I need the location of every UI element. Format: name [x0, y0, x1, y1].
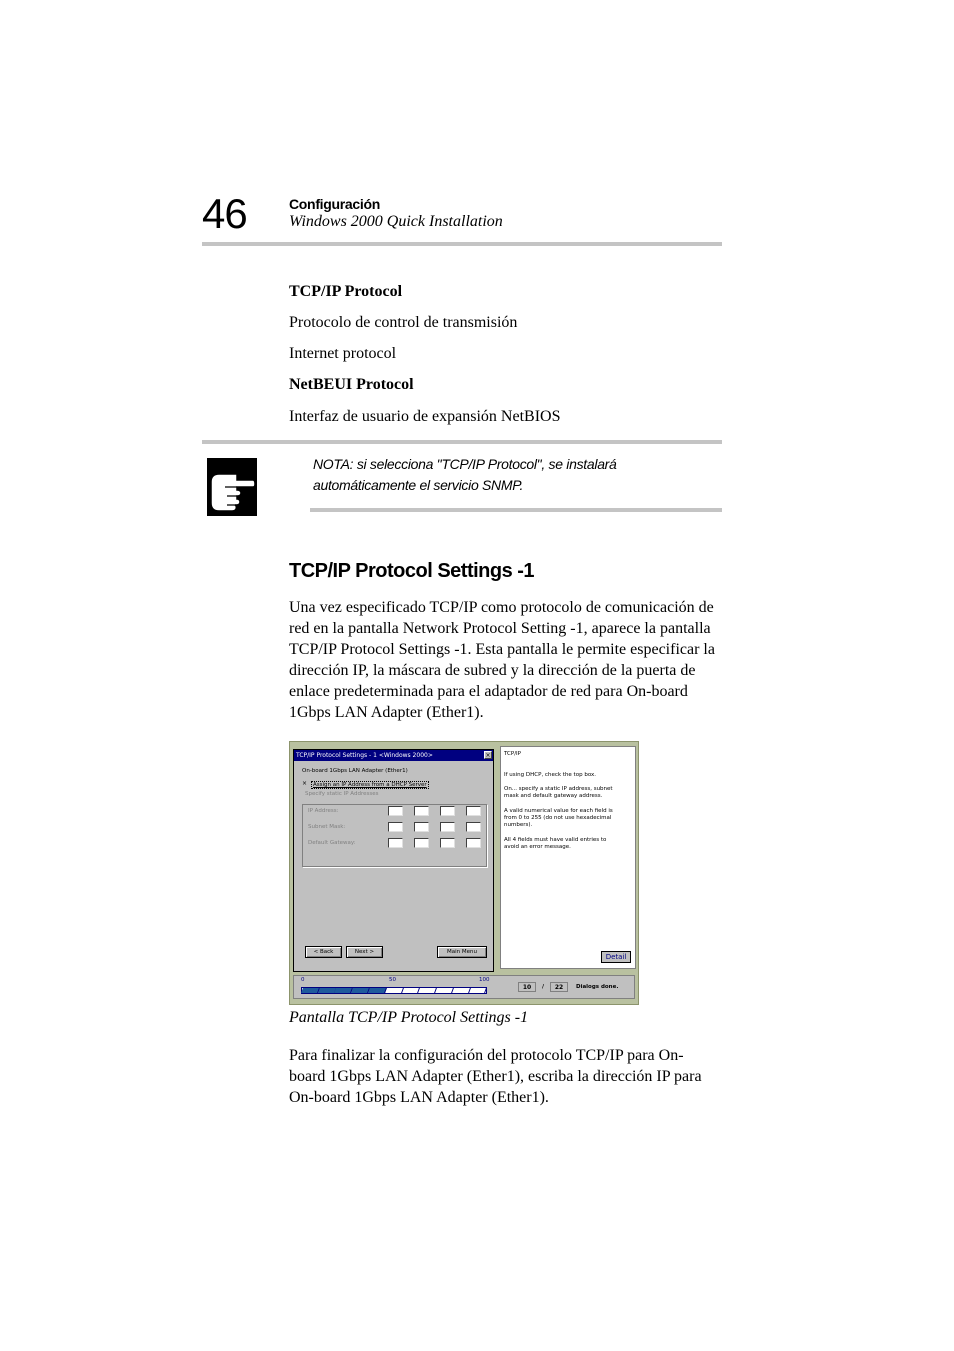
- progress-segment: [435, 988, 454, 993]
- dhcp-checkbox-label[interactable]: Assign an IP Address from a DHCP Server: [313, 782, 427, 788]
- definition-term: TCP/IP Protocol: [289, 283, 403, 300]
- subnet-mask-label: Subnet Mask:: [308, 824, 346, 830]
- subnet-octet-field[interactable]: [388, 822, 403, 832]
- paragraph-line: board 1Gbps LAN Adapter (Ether1), escriba la dirección IP para: [289, 1068, 702, 1085]
- help-line: On... specify a static IP address, subnet: [504, 786, 613, 792]
- paragraph-line: dirección IP, la máscara de subred y la dirección de la puerta de: [289, 662, 696, 679]
- static-ip-group-label: Specify static IP Addresses: [305, 791, 379, 797]
- subnet-octet-field[interactable]: [466, 822, 481, 832]
- help-line: If using DHCP, check the top box.: [504, 772, 597, 778]
- dialog-title: TCP/IP Protocol Settings - 1 <Windows 2000>: [294, 750, 493, 761]
- note-top-rule: [202, 440, 722, 444]
- gateway-octet-field[interactable]: [440, 838, 455, 848]
- gateway-octet-field[interactable]: [388, 838, 403, 848]
- figure-caption: Pantalla TCP/IP Protocol Settings -1: [289, 1009, 529, 1026]
- paragraph-line: Una vez especificado TCP/IP como protocolo de comunicación de: [289, 599, 714, 616]
- header-rule: [202, 242, 722, 246]
- progress-segment: [468, 988, 487, 993]
- progress-status: Dialogs done.: [576, 984, 619, 990]
- definition-text: Interfaz de usuario de expansión NetBIOS: [289, 408, 561, 425]
- definition-text: Protocolo de control de transmisión: [289, 314, 518, 331]
- help-line: All 4 fields must have valid entries to: [504, 837, 607, 843]
- progress-track: [301, 987, 487, 994]
- close-icon[interactable]: ×: [485, 752, 491, 759]
- ip-octet-field[interactable]: [466, 806, 481, 816]
- paragraph-line: On-board 1Gbps LAN Adapter (Ether1).: [289, 1089, 549, 1106]
- help-line: A valid numerical value for each field is: [504, 808, 613, 814]
- subnet-octet-field[interactable]: [414, 822, 429, 832]
- help-line: avoid an error message.: [504, 844, 571, 850]
- screenshot-figure: [289, 741, 639, 1005]
- progress-tick-label: 100: [479, 977, 490, 983]
- default-gateway-label: Default Gateway:: [308, 840, 356, 846]
- page-number: 46: [202, 190, 247, 237]
- running-header-title: Configuración: [289, 196, 380, 212]
- paragraph: [289, 597, 721, 723]
- gateway-octet-field[interactable]: [466, 838, 481, 848]
- help-line: numbers).: [504, 822, 533, 828]
- dhcp-checkbox[interactable]: ×: [302, 780, 308, 787]
- progress-tick-label: 50: [389, 977, 396, 983]
- progress-tick-label: 0: [301, 977, 305, 983]
- ip-address-label: IP Address:: [308, 808, 339, 814]
- pointing-hand-icon: [207, 458, 257, 516]
- paragraph-line: 1Gbps LAN Adapter (Ether1).: [289, 704, 484, 721]
- detail-button[interactable]: Detail: [601, 951, 631, 963]
- back-button[interactable]: < Back: [305, 946, 342, 958]
- progress-bar-panel: [293, 975, 635, 999]
- help-panel: [500, 746, 636, 969]
- definition-term: NetBEUI Protocol: [289, 376, 414, 393]
- paragraph: [289, 1045, 721, 1108]
- ip-octet-field[interactable]: [440, 806, 455, 816]
- note-line: NOTA: si selecciona "TCP/IP Protocol", se instalará: [313, 456, 617, 472]
- note-line: automáticamente el servicio SNMP.: [313, 477, 524, 493]
- paragraph-line: red en la pantalla Network Protocol Setting -1, aparece la pantalla: [289, 620, 711, 637]
- progress-current: 10: [518, 982, 536, 992]
- progress-separator: /: [542, 984, 545, 990]
- note-bottom-rule: [310, 508, 722, 512]
- adapter-label: On-board 1Gbps LAN Adapter (Ether1): [302, 768, 408, 774]
- running-header-subtitle: Windows 2000 Quick Installation: [289, 213, 503, 230]
- definition-text: Internet protocol: [289, 345, 397, 362]
- paragraph-line: enlace predeterminada para el adaptador de red para On-board: [289, 683, 688, 700]
- paragraph-line: Para finalizar la configuración del protocolo TCP/IP para On-: [289, 1047, 684, 1064]
- help-line: from 0 to 255 (do not use hexadecimal: [504, 815, 612, 821]
- paragraph-line: TCP/IP Protocol Settings -1. Esta pantalla le permite especificar la: [289, 641, 715, 658]
- gateway-octet-field[interactable]: [414, 838, 429, 848]
- ip-octet-field[interactable]: [388, 806, 403, 816]
- progress-segment: [368, 988, 387, 993]
- next-button[interactable]: Next >: [346, 946, 383, 958]
- help-title: TCP/IP: [504, 751, 521, 757]
- settings-dialog: [293, 749, 494, 972]
- main-menu-button[interactable]: Main Menu: [437, 946, 487, 958]
- note-text: [313, 454, 713, 496]
- progress-total: 22: [550, 982, 568, 992]
- help-line: mask and default gateway address.: [504, 793, 603, 799]
- subnet-octet-field[interactable]: [440, 822, 455, 832]
- ip-octet-field[interactable]: [414, 806, 429, 816]
- section-heading: TCP/IP Protocol Settings -1: [289, 560, 535, 582]
- progress-segment: [301, 988, 320, 993]
